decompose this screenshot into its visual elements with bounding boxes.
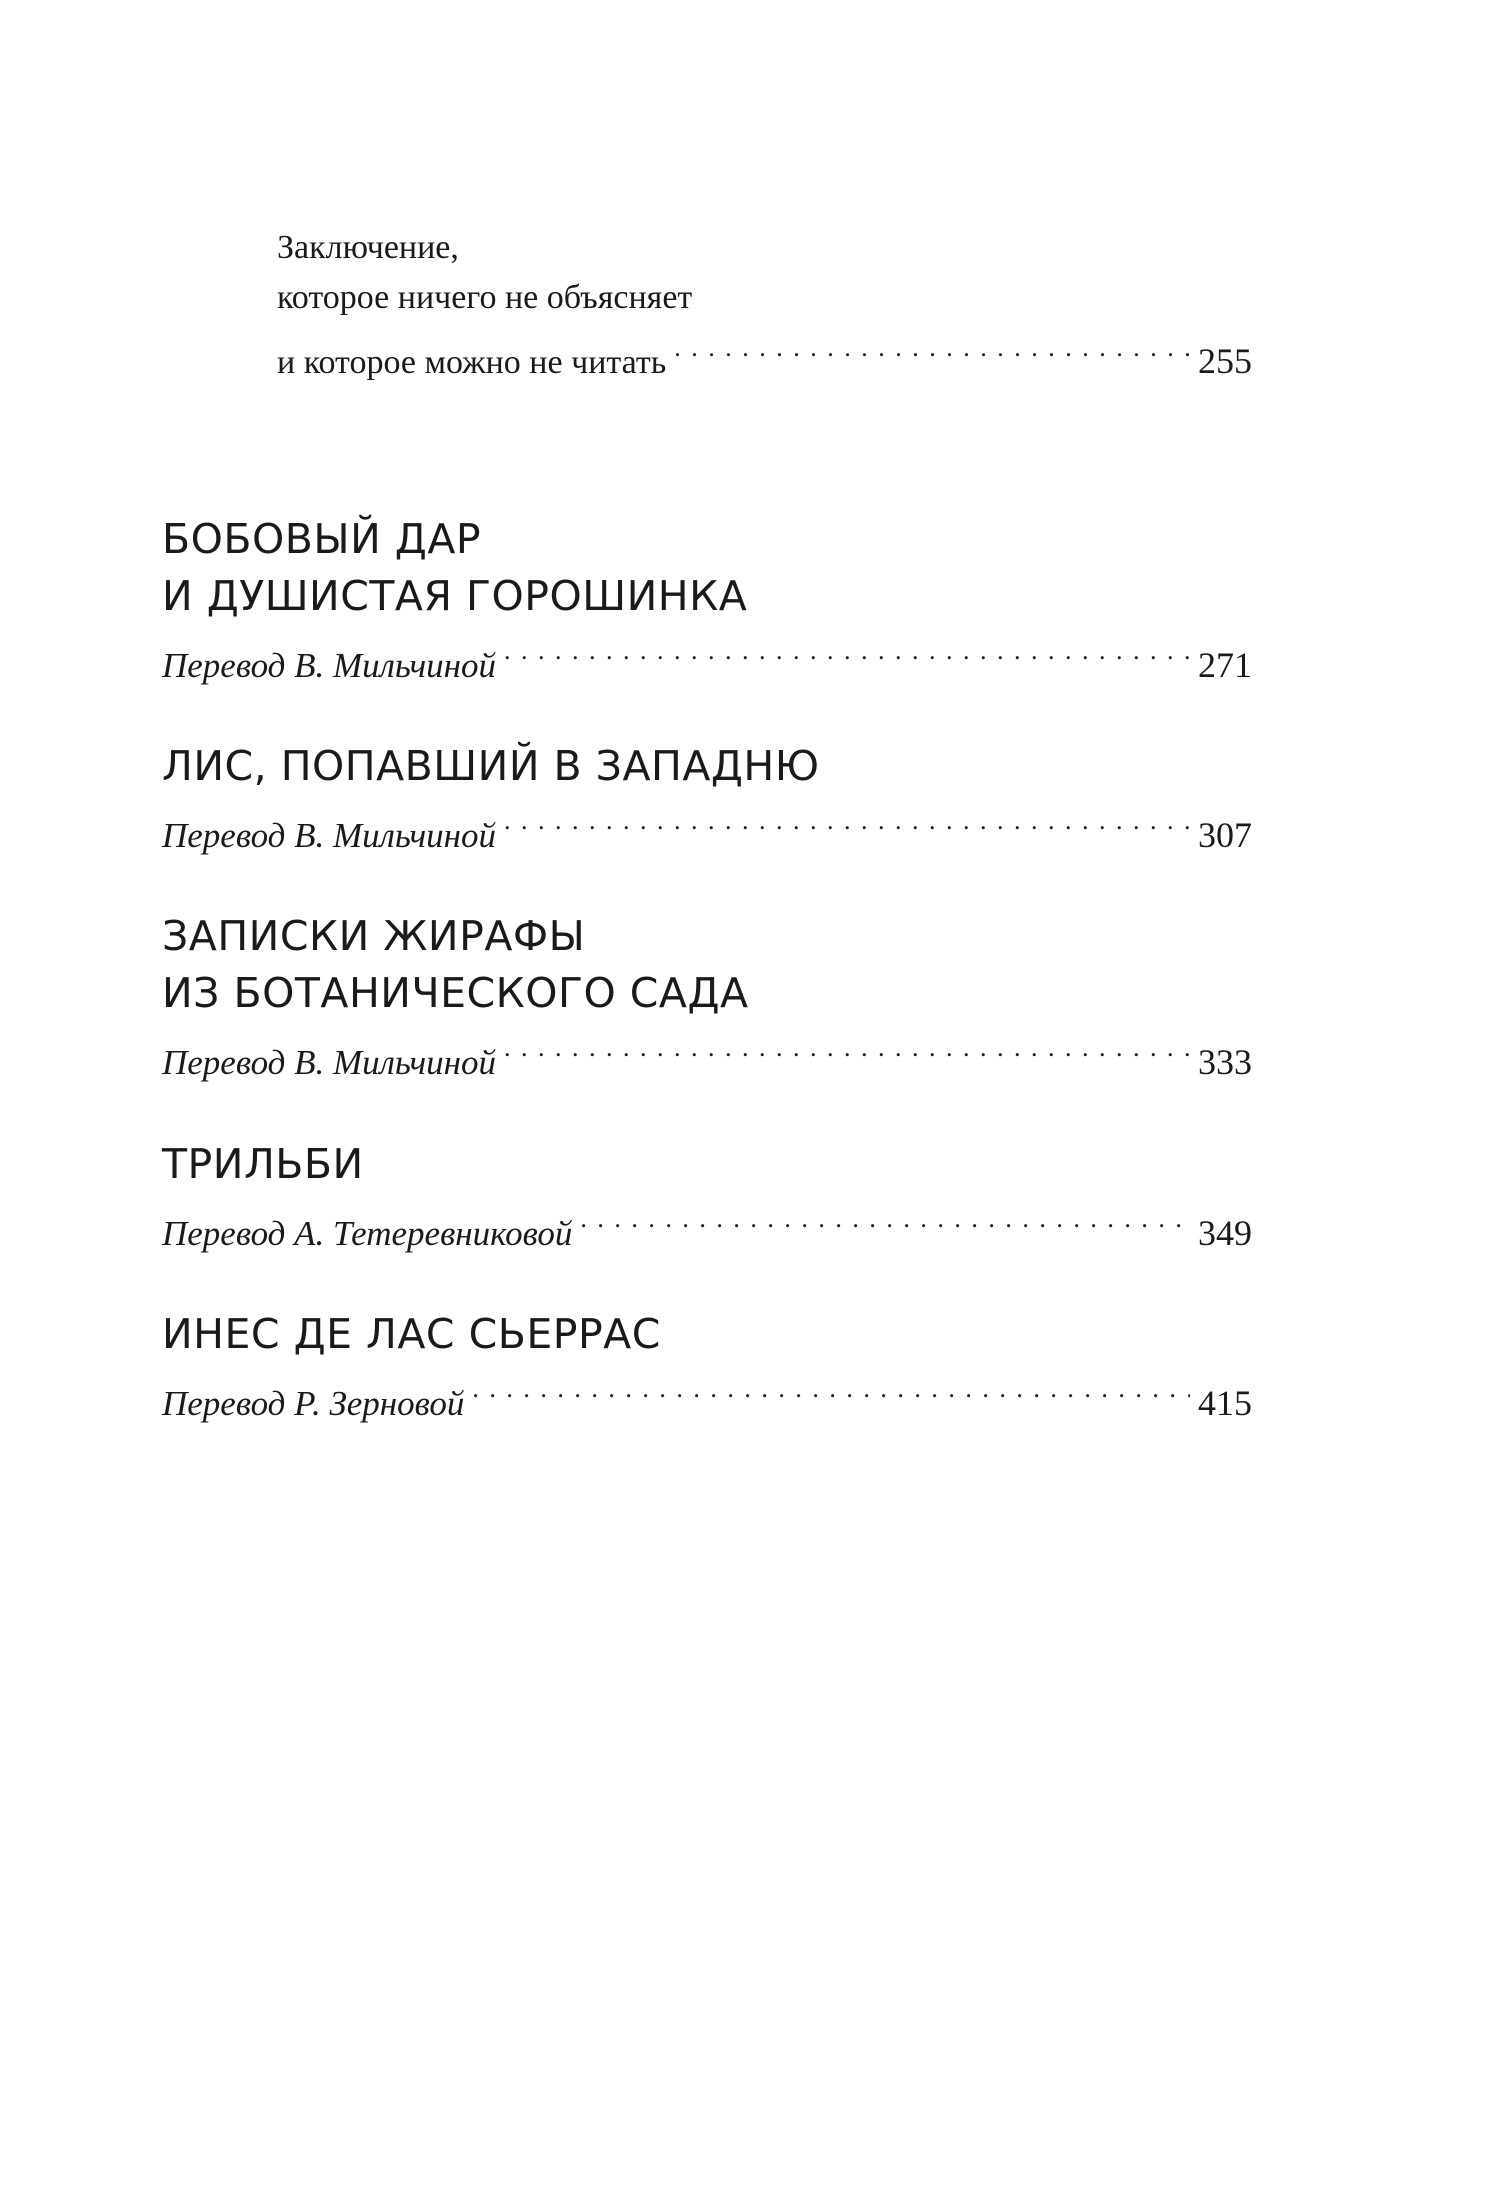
page-number: 415 [1198, 1383, 1252, 1423]
entry-title: ЛИС, ПОПАВШИЙ В ЗАПАДНЮ [162, 742, 820, 790]
entry-title: И ДУШИСТАЯ ГОРОШИНКА [162, 572, 748, 620]
dot-leader [472, 1363, 1190, 1415]
entry-title: ТРИЛЬБИ [162, 1140, 364, 1188]
toc-entry [162, 1136, 1252, 1253]
toc-entry [162, 908, 1252, 1082]
toc-entry-conclusion [277, 223, 1252, 381]
translator-row [162, 1022, 1252, 1082]
entry-title: БОБОВЫЙ ДАР [162, 515, 482, 563]
toc-entry [162, 738, 1252, 855]
translator-credit: Перевод А. Тетеревниковой [162, 1214, 573, 1253]
dot-leader [504, 795, 1190, 847]
translator-row [162, 1363, 1252, 1423]
page-number: 271 [1198, 645, 1252, 685]
dot-leader [504, 625, 1190, 677]
translator-row [162, 625, 1252, 685]
entry-title: ИНЕС ДЕ ЛАС СЬЕРРАС [162, 1310, 661, 1358]
translator-credit: Перевод В. Мильчиной [162, 646, 497, 685]
toc-entry [162, 1306, 1252, 1423]
dot-leader [504, 1022, 1190, 1074]
entry-title: ЗАПИСКИ ЖИРАФЫ [162, 912, 586, 960]
entry-title: ИЗ БОТАНИЧЕСКОГО САДА [162, 969, 749, 1017]
page-number: 255 [1198, 341, 1252, 381]
page-number: 333 [1198, 1042, 1252, 1082]
toc-entry [162, 511, 1252, 685]
dot-leader [580, 1193, 1190, 1245]
translator-row [162, 1193, 1252, 1253]
page-number: 349 [1198, 1213, 1252, 1253]
conclusion-last-line: и которое можно не читать [277, 344, 667, 381]
conclusion-leader-row [277, 323, 1252, 381]
conclusion-line: Заключение, [277, 229, 459, 266]
translator-row [162, 795, 1252, 855]
translator-credit: Перевод В. Мильчиной [162, 1043, 497, 1082]
translator-credit: Перевод Р. Зерновой [162, 1384, 465, 1423]
dot-leader [674, 323, 1190, 373]
page-number: 307 [1198, 815, 1252, 855]
translator-credit: Перевод В. Мильчиной [162, 816, 497, 855]
conclusion-line: которое ничего не объясняет [277, 279, 693, 316]
